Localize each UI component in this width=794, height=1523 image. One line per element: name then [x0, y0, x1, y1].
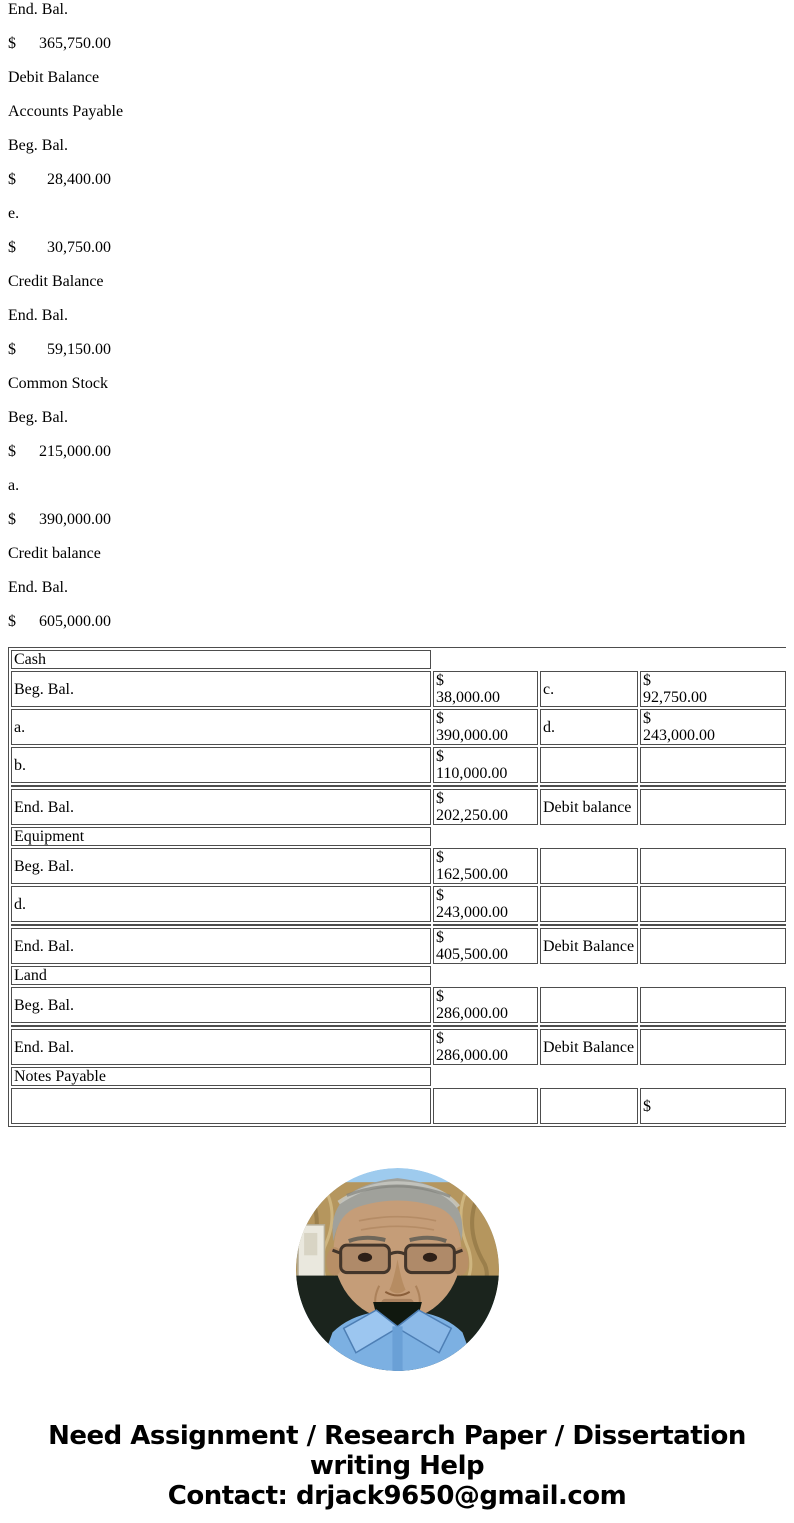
empty-cell	[640, 848, 786, 884]
amount-value: 202,250.00	[436, 807, 508, 824]
spacer-cell	[11, 924, 431, 926]
account-header-row	[11, 1067, 786, 1086]
amount-value: 286,000.00	[436, 1047, 508, 1064]
currency-symbol: $	[436, 887, 444, 904]
account-row	[11, 987, 786, 1023]
taccounts-table	[8, 647, 786, 1127]
label-cell: End. Bal.	[11, 1029, 431, 1065]
empty-cell	[11, 1088, 431, 1124]
amount-value: 390,000.00	[39, 511, 111, 528]
currency-symbol: $	[8, 35, 16, 52]
ledger-amount-line	[8, 443, 786, 461]
label-cell: a.	[11, 709, 431, 745]
amount-value: 38,000.00	[436, 689, 500, 706]
empty-cell	[540, 886, 638, 922]
spacer-cell	[11, 785, 431, 787]
empty-cell	[540, 1088, 638, 1124]
currency-symbol: $	[8, 171, 16, 188]
spacer-cell	[433, 1025, 538, 1027]
ledger-amount-line	[8, 239, 786, 257]
spacer-row	[11, 1025, 786, 1027]
ledger-label-line: a.	[8, 477, 20, 494]
label-cell: b.	[11, 747, 431, 783]
currency-symbol: $	[8, 239, 16, 256]
empty-cell	[540, 987, 638, 1023]
empty-cell	[640, 1029, 786, 1065]
amount-value: 30,750.00	[47, 239, 111, 256]
amount-value: 215,000.00	[39, 443, 111, 460]
ledger-section	[8, 1, 786, 631]
promo-banner	[8, 1421, 786, 1511]
amount-value: 28,400.00	[47, 171, 111, 188]
ledger-amount-line	[8, 35, 786, 53]
ledger-label-line: Credit Balance	[8, 273, 104, 290]
spacer-cell	[640, 924, 786, 926]
amount-cell	[433, 886, 538, 922]
account-row	[11, 928, 786, 964]
amount-cell	[433, 848, 538, 884]
promo-contact: Contact: drjack9650@gmail.com	[167, 1481, 627, 1511]
account-row	[11, 789, 786, 825]
spacer-row	[11, 924, 786, 926]
currency-symbol: $	[436, 929, 444, 946]
account-row	[11, 671, 786, 707]
amount-cell	[433, 789, 538, 825]
label-cell: End. Bal.	[11, 928, 431, 964]
amount-value: 110,000.00	[436, 765, 508, 782]
account-row	[11, 747, 786, 783]
amount-cell	[433, 671, 538, 707]
amount-cell	[433, 1029, 538, 1065]
account-row	[11, 1029, 786, 1065]
tutor-portrait-illustration	[296, 1168, 499, 1371]
currency-symbol: $	[436, 748, 444, 765]
currency-symbol: $	[436, 710, 444, 727]
ledger-label-line: Beg. Bal.	[8, 409, 68, 426]
empty-cell	[640, 886, 786, 922]
currency-symbol: $	[8, 613, 16, 630]
amount-value: 286,000.00	[436, 1005, 508, 1022]
label-cell: d.	[11, 886, 431, 922]
currency-symbol: $	[436, 1030, 444, 1047]
currency-symbol: $	[8, 511, 16, 528]
ledger-label-line: End. Bal.	[8, 307, 68, 324]
label-cell: Debit balance	[540, 789, 638, 825]
ledger-label-line: Credit balance	[8, 545, 101, 562]
ledger-label-line: e.	[8, 205, 20, 222]
amount-cell	[433, 709, 538, 745]
currency-symbol: $	[643, 672, 651, 689]
currency-symbol: $	[436, 790, 444, 807]
promo-heading-line-2: writing Help	[309, 1451, 485, 1481]
promo-heading-line-1: Need Assignment / Research Paper / Dissertation	[48, 1421, 746, 1451]
amount-value: 243,000.00	[643, 727, 715, 744]
spacer-cell	[433, 785, 538, 787]
spacer-cell	[11, 1025, 431, 1027]
account-header-cell: Cash	[11, 650, 431, 669]
spacer-cell	[540, 924, 638, 926]
currency-symbol: $	[8, 341, 16, 358]
amount-value: 162,500.00	[436, 866, 508, 883]
amount-value: 405,500.00	[436, 946, 508, 963]
spacer-cell	[640, 785, 786, 787]
spacer-cell	[640, 1025, 786, 1027]
empty-cell	[540, 848, 638, 884]
amount-cell	[640, 709, 786, 745]
ledger-amount-line	[8, 341, 786, 359]
currency-symbol: $	[436, 672, 444, 689]
account-row	[11, 1088, 786, 1124]
ledger-label-line: Beg. Bal.	[8, 137, 68, 154]
currency-symbol: $	[436, 849, 444, 866]
account-header-cell: Land	[11, 966, 431, 985]
label-cell: c.	[540, 671, 638, 707]
label-cell: Debit Balance	[540, 1029, 638, 1065]
account-row	[11, 709, 786, 745]
ledger-amount-line	[8, 613, 786, 631]
ledger-label-line: Common Stock	[8, 375, 109, 392]
empty-cell	[540, 747, 638, 783]
label-cell: End. Bal.	[11, 789, 431, 825]
amount-cell	[640, 1088, 786, 1124]
amount-cell	[433, 928, 538, 964]
spacer-row	[11, 785, 786, 787]
empty-cell	[640, 928, 786, 964]
label-cell: Beg. Bal.	[11, 987, 431, 1023]
ledger-label-line: Debit Balance	[8, 69, 100, 86]
label-cell: d.	[540, 709, 638, 745]
currency-symbol: $	[643, 710, 651, 727]
ledger-label-line: End. Bal.	[8, 1, 68, 18]
tutor-avatar	[296, 1168, 499, 1371]
taccounts-table-clip	[8, 647, 786, 1138]
label-cell: Debit Balance	[540, 928, 638, 964]
amount-value: 92,750.00	[643, 689, 707, 706]
spacer-cell	[433, 924, 538, 926]
empty-cell	[433, 1088, 538, 1124]
ledger-amount-line	[8, 171, 786, 189]
account-header-row	[11, 966, 786, 985]
spacer-cell	[540, 785, 638, 787]
label-cell: Beg. Bal.	[11, 671, 431, 707]
account-header-cell: Equipment	[11, 827, 431, 846]
account-row	[11, 886, 786, 922]
amount-cell	[433, 987, 538, 1023]
amount-value: 59,150.00	[47, 341, 111, 358]
currency-symbol: $	[436, 988, 444, 1005]
account-header-row	[11, 650, 786, 669]
amount-cell	[433, 747, 538, 783]
spacer-cell	[540, 1025, 638, 1027]
amount-value: 365,750.00	[39, 35, 111, 52]
amount-value: 390,000.00	[436, 727, 508, 744]
amount-value: 243,000.00	[436, 904, 508, 921]
amount-cell	[640, 671, 786, 707]
account-row	[11, 848, 786, 884]
empty-cell	[640, 789, 786, 825]
empty-cell	[640, 747, 786, 783]
ledger-amount-line	[8, 511, 786, 529]
account-header-row	[11, 827, 786, 846]
empty-cell	[640, 987, 786, 1023]
currency-symbol: $	[643, 1097, 651, 1115]
amount-value: 605,000.00	[39, 613, 111, 630]
ledger-label-line: End. Bal.	[8, 579, 68, 596]
account-header-cell: Notes Payable	[11, 1067, 431, 1086]
ledger-label-line: Accounts Payable	[8, 103, 124, 120]
currency-symbol: $	[8, 443, 16, 460]
label-cell: Beg. Bal.	[11, 848, 431, 884]
